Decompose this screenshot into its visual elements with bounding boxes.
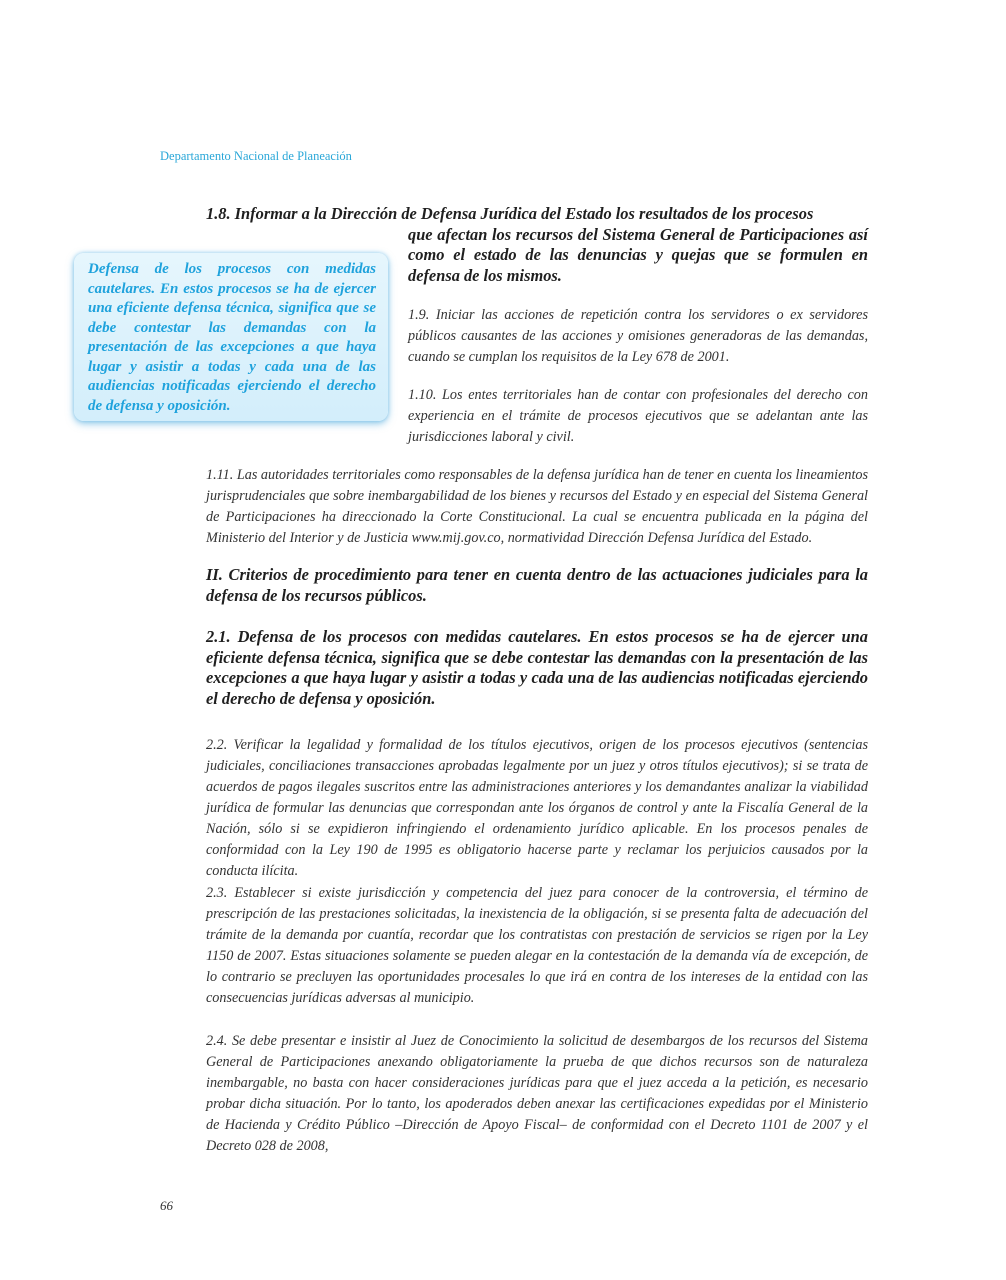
callout-box: Defensa de los procesos con medidas cautelares. En estos procesos se ha de ejercer una eficiente defensa técnica, significa que se debe contestar las demandas con la presentación de las excepciones a que haya lugar y asistir a todas y cada una de las audiencias notificadas ejerciendo el derecho de defensa y oposición. [74, 253, 388, 421]
item-2-2: 2.2. Verificar la legalidad y formalidad de los títulos ejecutivos, origen de los procesos ejecutivos (sentencias judiciales, conciliaciones transacciones aprobadas legalmente por un juez y otros títulos ejecutivos); si se trata de acuerdos de pagos ilegales suscritos entre las administraciones anteriores y los demandantes analizar la viabilidad jurídica de formular las denuncias que correspondan ante los órganos de control y ante la Fiscalía General de la Nación, sólo si se expidieron infringiendo el ordenamiento jurídico aplicable. En los procesos penales de conformidad con la Ley 190 de 1995 es obligatorio hacerse parte y reclamar los perjuicios causados por la conducta ilícita. [206, 737, 868, 879]
item-2-3: 2.3. Establecer si existe jurisdicción y competencia del juez para conocer de la controversia, el término de prescripción de las prestaciones solicitadas, la inexistencia de la obligación, si se presenta falta de adecuación del trámite de la demanda por cuantía, recordar que los contratistas con prestación de servicios se rigen por la Ley 1150 de 2007. Estas situaciones solamente se pueden alegar en la contestación de la demanda vía de excepción, de lo contrario se precluyen las oportunidades procesales lo que irá en contra de los intereses de la entidad con las consecuencias jurídicas adversas al municipio. [206, 885, 868, 1006]
section-2-heading: II. Criterios de procedimiento para tener en cuenta dentro de las actuaciones judiciales para la defensa de los recursos públicos. [206, 565, 868, 605]
item-2-4: 2.4. Se debe presentar e insistir al Juez de Conocimiento la solicitud de desembargos de los recursos del Sistema General de Participaciones anexando obligatoriamente la prueba de que dichos recursos son de naturaleza inembargable, no basta con hacer consideraciones jurídicas para que el juez acceda a la petición, es necesario probar dicha situación. Por lo tanto, los apoderados deben anexar las certificaciones expedidas por el Ministerio de Hacienda y Crédito Público –Dirección de Apoyo Fiscal– de conformidad con el Decreto 1101 de 2007 y el Decreto 028 de 2008, [206, 1033, 868, 1154]
item-1-11: 1.11. Las autoridades territoriales como responsables de la defensa jurídica han de tener en cuenta los lineamientos jurisprudenciales que sobre inembargabilidad de los bienes y recursos del Estado y en especial del Sistema General de Participaciones ha direccionado la Corte Constitucional. La cual se encuentra publicada en la página del Ministerio del Interior y de Justicia www.mij.gov.co, normatividad Dirección Defensa Jurídica del Estado. [206, 467, 869, 546]
item-2-1: 2.1. Defensa de los procesos con medidas cautelares. En estos procesos se ha de ejercer una eficiente defensa técnica, significa que se debe contestar las demandas con la presentación de las excepciones a que haya lugar y asistir a todas y cada una de las audiencias notificadas ejerciendo el derecho de defensa y oposición. [206, 627, 868, 708]
header-organization: Departamento Nacional de Planeación [160, 149, 352, 163]
item-1-8-line1: 1.8. Informar a la Dirección de Defensa Jurídica del Estado los resultados de los procesos [206, 204, 814, 223]
item-1-8 [206, 204, 868, 286]
item-1-8-rest: que afectan los recursos del Sistema General de Participaciones así como el estado de las denuncias y quejas que se formulen en defensa de los mismos. [408, 224, 868, 285]
item-1-10: 1.10. Los entes territoriales han de contar con profesionales del derecho con experiencia en el trámite de procesos ejecutivos que se adelantan ante las jurisdicciones laboral y civil. [408, 387, 868, 445]
page-number: 66 [160, 1198, 173, 1213]
item-1-9: 1.9. Iniciar las acciones de repetición contra los servidores o ex servidores públicos causantes de las acciones y omisiones generadoras de las demandas, cuando se cumplan los requisitos de la Ley 678 de 2001. [408, 307, 868, 365]
